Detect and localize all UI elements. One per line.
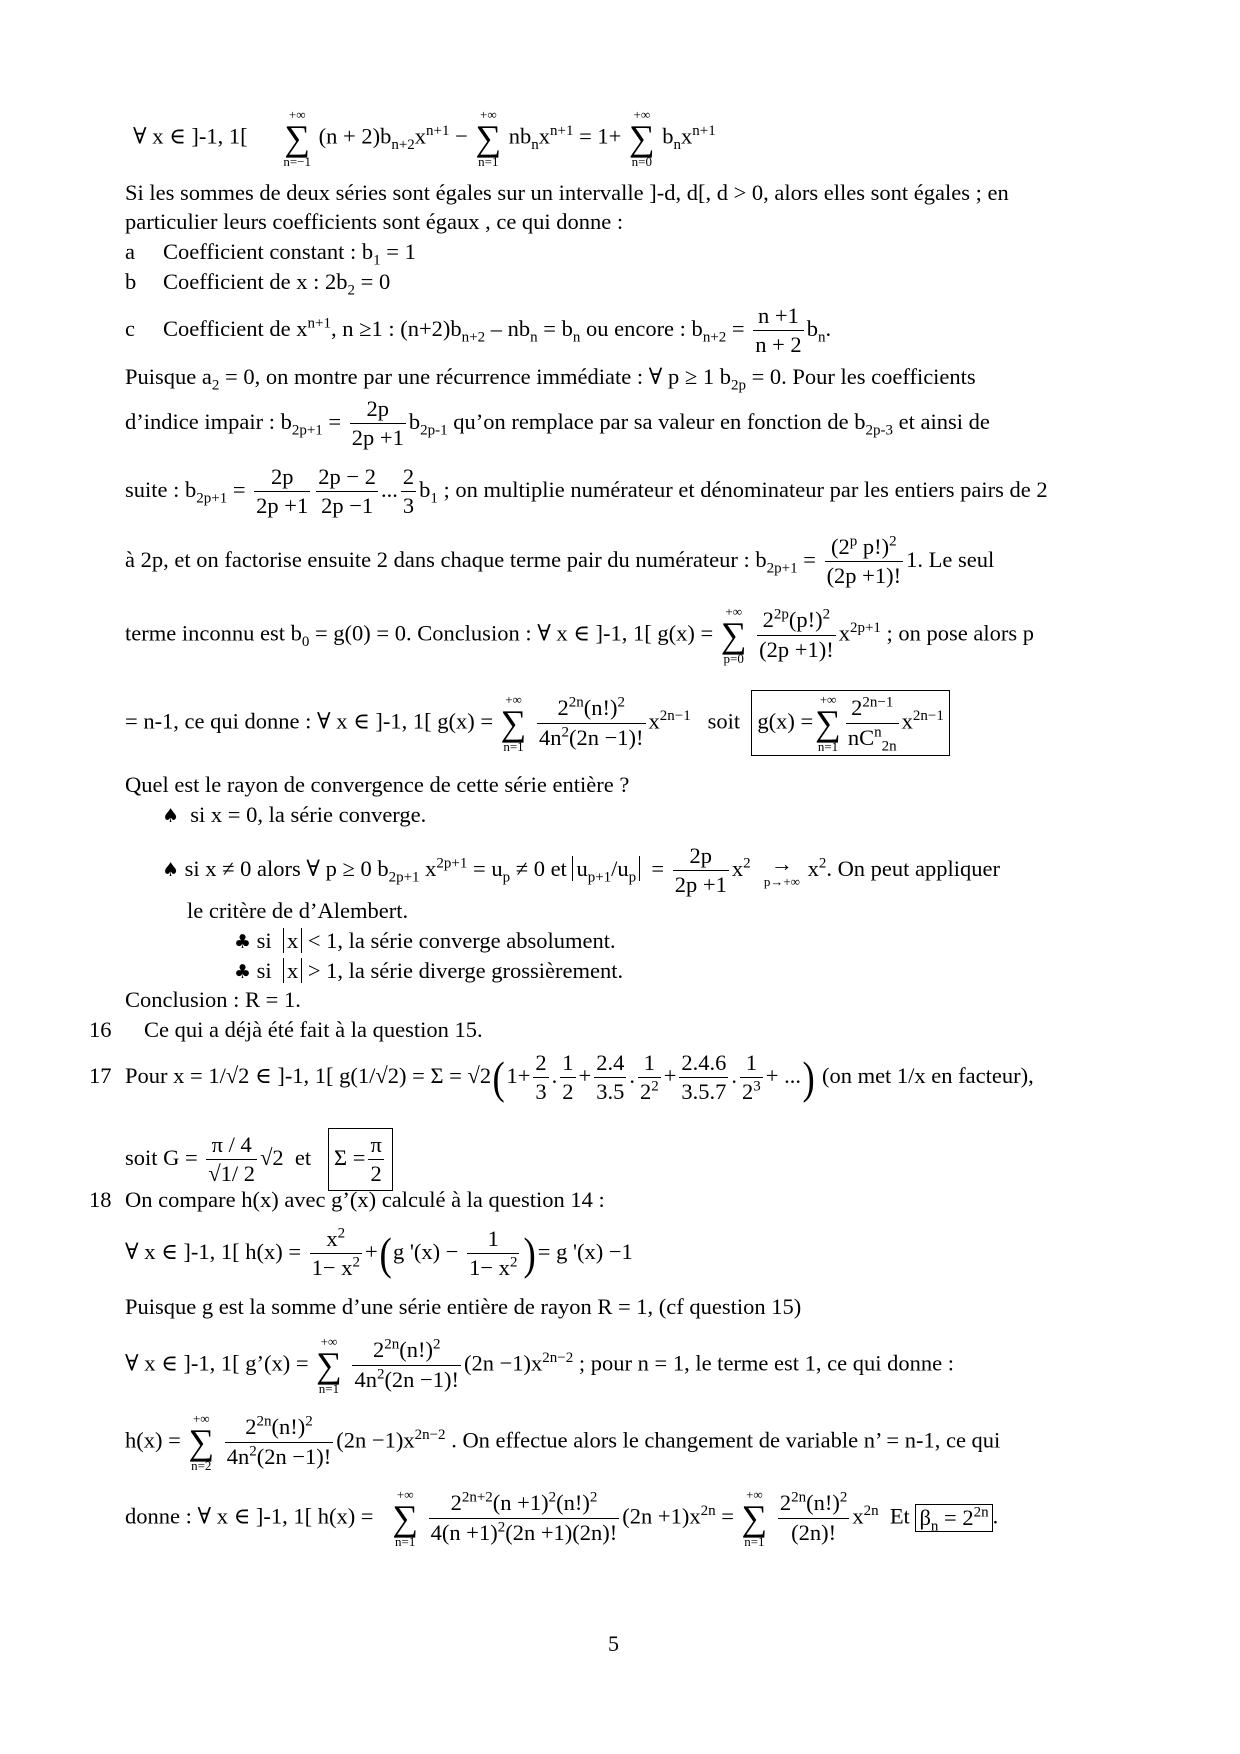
- question-16: 16 Ce qui a déjà été fait à la question 15.: [89, 1017, 483, 1042]
- fraction: $\frac{2p}{2p +1}$: [256, 464, 309, 519]
- equation-line: donne : ∀ x ∈ ]-1, 1[ h(x) = +∞ ∑ n=1 $\frac{2^{2n+2}(n +1)^2(n!)^2}{4(n +1)^2(2n +1)(2n)!}$ $(2n +1)x^{2n}$ = +∞ ∑ n=1 $\frac{2^{2n}(n!)^2}{(2n)!}$ $x^{2n}$ Et $\beta_n = 2^{2n}$ .: [125, 1487, 999, 1550]
- paragraph-line: à 2p, et on factorise ensuite 2 dans chaque terme pair du numérateur : $b_{2p+1}$ = $\frac{(2^p p!)^2}{(2p +1)!}$ 1. Le seul: [125, 533, 994, 590]
- sum-symbol: +∞ ∑ n=2: [188, 1411, 215, 1474]
- fraction: $\frac{2p - 2}{2p -1}$: [318, 464, 376, 519]
- bullet-line: ♠ si x ≠ 0 alors ∀ p ≥ 0 $b_{2p+1}$ $x^{2p+1} = u_p \ne 0$ et $u_{p+1}/u_p$ = $\frac{2p}{2p +1}$ $x^2$ → p→+∞ $x^2$. On peut appliquer: [162, 842, 1000, 899]
- limit-arrow: → p→+∞: [763, 851, 800, 890]
- boxed-result: g(x) = +∞ ∑ n=1 $\frac{2^{2n-1}}{nC^n_{2n}}$ $x^{2n-1}$: [751, 690, 949, 756]
- paragraph-line: soit G = $\frac{\pi / 4}{√1/ 2}$ √2 et Σ = $\frac{\pi}{2}$: [125, 1128, 393, 1191]
- list-item: a Coefficient constant : $b_1 = 1$: [125, 239, 416, 269]
- paragraph-line: particulier leurs coefficients sont égaux , ce qui donne :: [125, 209, 624, 234]
- equation-line: ∀ x ∈ ]-1, 1[ g’(x) = +∞ ∑ n=1 $\frac{2^{2n}(n!)^2}{4n^2(2n -1)!}$ $(2n -1)x^{2n-2}$ ; pour n = 1, le terme est 1, ce qui donne :: [125, 1334, 954, 1397]
- boxed-result: $\beta_n = 2^{2n}$: [915, 1504, 992, 1532]
- equation-line: ∀ x ∈ ]-1, 1[ h(x) = $\frac{x^2}{1- x^2}$ +(g '(x) − $\frac{1}{1- x^2}$ )= g '(x) −1: [125, 1225, 633, 1282]
- fraction: $\frac{2^{2n}(n!)^2}{(2n)!}$: [779, 1489, 848, 1545]
- club-icon: ♣: [234, 931, 252, 953]
- fraction: $\frac{2^{2n-1}}{nC^n_{2n}}$: [847, 694, 897, 755]
- question-17: 17 Pour x = 1/√2 ∈ ]-1, 1[ g(1/√2) = Σ = √2(1+ $\frac{2}{3}$ . $\frac{1}{2}$ + $\frac{2.4}{3.5}$ . $\frac{1}{2^2}$ + $\frac{2.4.6}{3.5.7}$ . $\frac{1}{2^3}$ + ...) (on met 1/x en facteur),: [89, 1050, 1034, 1105]
- paragraph-line: Puisque $a_2 = 0$, on montre par une récurrence immédiate : ∀ p ≥ 1 $b_{2p} = 0$. Pour les coefficients: [125, 364, 976, 394]
- fraction: $\frac{2^{2n}(n!)^2}{4n^2(2n -1)!}$: [354, 1336, 459, 1392]
- paragraph-line: le critère de d’Alembert.: [187, 898, 409, 923]
- sum-symbol: +∞ ∑ n=1: [500, 692, 527, 755]
- sum-symbol: +∞ ∑ n=1: [475, 107, 502, 170]
- fraction: $\frac{2p}{2p +1}$: [674, 843, 727, 898]
- fraction: $\frac{n +1}{n + 2}$: [755, 303, 802, 358]
- boxed-result: Σ = $\frac{\pi}{2}$: [328, 1128, 393, 1191]
- fraction: $\frac{2^{2n+2}(n +1)^2(n!)^2}{4(n +1)^2(2n +1)(2n)!}$: [430, 1489, 618, 1545]
- quantifier-text: ∀ x ∈ ]-1, 1[: [133, 123, 248, 149]
- question-18: 18 On compare h(x) avec g’(x) calculé à la question 14 :: [89, 1187, 605, 1212]
- fraction: $\frac{1}{1- x^2}$: [469, 1226, 518, 1281]
- sum-symbol: +∞ ∑ n=1: [316, 1334, 342, 1397]
- fraction: $\frac{2}{3}$: [402, 464, 415, 519]
- spade-icon: ♠: [162, 858, 180, 881]
- sum-symbol: +∞ ∑ p=0: [720, 604, 747, 667]
- fraction: $\frac{2p}{2p +1}$: [351, 396, 404, 451]
- paragraph-line: d’indice impair : $b_{2p+1}$ = $\frac{2p}{2p +1}$ $b_{2p-1}$ qu’on remplace par sa valeur en fonction de $b_{2p-3}$ et ainsi de: [125, 395, 990, 452]
- paragraph-line: = n-1, ce qui donne : ∀ x ∈ ]-1, 1[ g(x) = +∞ ∑ n=1 $\frac{2^{2n}(n!)^2}{4n^2(2n -1)!}$ $x^{2n-1}$ soit g(x) = +∞ ∑ n=1 $\frac{2^{2n-1}}{nC^n_{2n}}$ $x^{2n-1}$: [125, 690, 950, 756]
- series-identity: ∀ x ∈ ]-1, 1[ +∞ ∑ n=−1 $(n + 2)b_{n+2}x^{n+1}$ − +∞ ∑ n=1 $nb_nx^{n+1} = 1+$ +∞ ∑ n=0 $b_nx^{n+1}$: [133, 107, 716, 170]
- fraction: $\frac{\pi / 4}{√1/ 2}$: [208, 1132, 256, 1187]
- paragraph-line: Quel est le rayon de convergence de cette série entière ?: [125, 772, 630, 797]
- club-icon: ♣: [234, 961, 252, 983]
- bullet-line: ♣ si x < 1, la série converge absolument.: [234, 928, 616, 953]
- paragraph-line: Si les sommes de deux séries sont égales sur un intervalle ]-d, d[, d > 0, alors elles sont égales ; en: [125, 180, 1009, 205]
- bullet-line: ♣ si x > 1, la série diverge grossièrement.: [234, 958, 624, 983]
- sum-symbol: +∞ ∑ n=−1: [283, 107, 312, 170]
- sum-symbol: +∞ ∑ n=1: [815, 692, 841, 755]
- spade-icon: ♠: [162, 805, 180, 827]
- list-item: c Coefficient de $x^{n+1}$, n ≥1 : $(n+2)b_{n+2} - nb_n = b_n$ ou encore : $b_{n+2}$ = $\frac{n +1}{n + 2}$ $b_n$.: [125, 302, 831, 359]
- fraction: $\frac{(2^p p!)^2}{(2p +1)!}$: [826, 533, 902, 589]
- paragraph-line: terme inconnu est $b_0 = g(0) = 0$. Conclusion : ∀ x ∈ ]-1, 1[ g(x) = +∞ ∑ p=0 $\frac{2^{2p}(p!)^2}{(2p +1)!}$ $x^{2p+1}$ ; on pose alors p: [125, 604, 1035, 667]
- equation-line: h(x) = +∞ ∑ n=2 $\frac{2^{2n}(n!)^2}{4n^2(2n -1)!}$ $(2n -1)x^{2n-2}$ . On effectue alors le changement de variable n’ = n-1, ce qui: [125, 1411, 1001, 1474]
- fraction: $\frac{2^{2n}(n!)^2}{4n^2(2n -1)!}$: [538, 694, 644, 750]
- sum-symbol: +∞ ∑ n=1: [392, 1487, 419, 1550]
- page-number: 5: [608, 1631, 619, 1656]
- paragraph-line: suite : $b_{2p+1}$ = $\frac{2p}{2p +1}$ $\frac{2p - 2}{2p -1}$ ... $\frac{2}{3}$ $b_1$ ; on multiplie numérateur et dénominateur par les entiers pairs de 2: [125, 463, 1048, 520]
- sum-symbol: +∞ ∑ n=0: [629, 107, 655, 170]
- list-item: b Coefficient de x : $2b_2 = 0$: [125, 269, 391, 299]
- bullet-line: ♠ si x = 0, la série converge.: [162, 802, 427, 827]
- fraction: $\frac{2^{2n}(n!)^2}{4n^2(2n -1)!}$: [226, 1413, 332, 1469]
- fraction: $\frac{2^{2p}(p!)^2}{(2p +1)!}$: [759, 606, 834, 662]
- paragraph-line: Conclusion : R = 1.: [125, 987, 301, 1012]
- paragraph-line: Puisque g est la somme d’une série entière de rayon R = 1, (cf question 15): [125, 1294, 802, 1319]
- sum-symbol: +∞ ∑ n=1: [741, 1487, 768, 1550]
- fraction: $\frac{x^2}{1- x^2}$: [311, 1225, 360, 1281]
